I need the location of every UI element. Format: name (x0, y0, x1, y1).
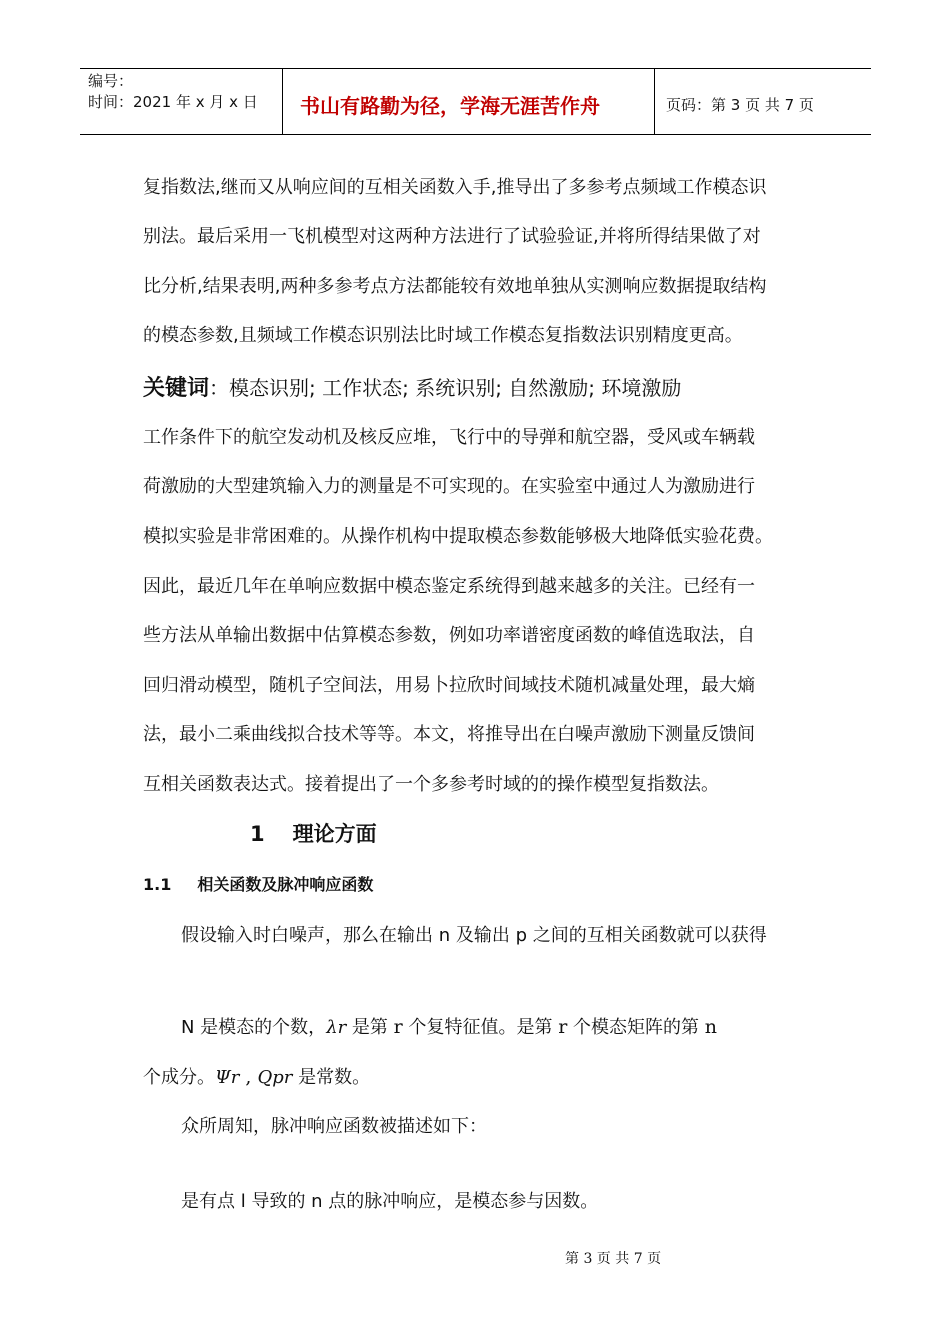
text-run: 是常数。 (292, 1067, 371, 1088)
paragraph-impulse: 众所周知，脉冲响应函数被描述如下： (181, 1116, 487, 1137)
keywords-title: 关键词 (143, 376, 210, 401)
subsection-heading (143, 872, 373, 895)
text-run: , (239, 1066, 258, 1088)
paragraph-assume: 假设输入时白噪声，那么在输出 n 及输出 p 之间的互相关函数就可以获得 (181, 925, 767, 946)
intro-line: 荷激励的大型建筑输入力的测量是不可实现的。在实验室中通过人为激励进行 (143, 476, 755, 497)
intro-line: 法，最小二乘曲线拟合技术等等。本文，将推导出在白噪声激励下测量反馈间 (143, 724, 755, 745)
paragraph-last: 是有点 l 导致的 n 点的脉冲响应，是模态参与因数。 (181, 1191, 599, 1212)
section-heading (250, 818, 377, 848)
lambda-r-symbol: λr (326, 1017, 347, 1038)
text-run: 个模态矩阵的第 (567, 1017, 705, 1038)
paragraph-n-line2 (143, 1063, 370, 1089)
psi-r-symbol: Ψr (215, 1067, 240, 1088)
intro-line: 互相关函数表达式。接着提出了一个多参考时域的的操作模型复指数法。 (143, 774, 719, 795)
intro-line: 些方法从单输出数据中估算模态参数，例如功率谱密度函数的峰值选取法，自 (143, 625, 755, 646)
intro-line: 模拟实验是非常困难的。从操作机构中提取模态参数能够极大地降低实验花费。 (143, 526, 773, 547)
keywords-row (143, 371, 681, 402)
text-run: 是第 (346, 1017, 394, 1038)
header-motto: 书山有路勤为径，学海无涯苦作舟 (300, 94, 600, 118)
text-run: 个复特征值。是第 (402, 1017, 559, 1038)
header-top-rule (80, 68, 871, 69)
subsection-title: 相关函数及脉冲响应函数 (197, 875, 374, 894)
header-bottom-rule (80, 134, 871, 135)
text-run: 个成分。 (143, 1067, 215, 1088)
abstract-line: 比分析,结果表明,两种多参考点方法都能较有效地单独从实测响应数据提取结构 (143, 276, 767, 297)
section-title: 理论方面 (292, 822, 377, 846)
header-time-label: 时间：2021 年 x 月 x 日 (88, 93, 258, 111)
header-divider-right (654, 68, 655, 135)
abstract-line: 的模态参数,且频域工作模态识别法比时域工作模态复指数法识别精度更高。 (143, 325, 743, 346)
abstract-line: 复指数法,继而又从响应间的互相关函数入手,推导出了多参考点频域工作模态识 (143, 177, 767, 198)
page-footer: 第 3 页 共 7 页 (565, 1251, 662, 1267)
header-page-info: 页码：第 3 页 共 7 页 (666, 96, 814, 114)
intro-line: 回归滑动模型，随机子空间法，用易卜拉欣时间域技术随机减量处理，最大熵 (143, 675, 755, 696)
n-symbol: n (704, 1016, 717, 1038)
r-symbol: r (393, 1016, 403, 1038)
abstract-line: 别法。最后采用一飞机模型对这两种方法进行了试验验证,并将所得结果做了对 (143, 226, 761, 247)
subsection-number: 1.1 (143, 875, 172, 894)
paragraph-n-line1 (181, 1013, 717, 1039)
header-divider-left (282, 68, 283, 135)
intro-line: 因此，最近几年在单响应数据中模态鉴定系统得到越来越多的关注。已经有一 (143, 576, 755, 597)
header-number-label: 编号： (88, 72, 134, 90)
keywords-list: 模态识别; 工作状态; 系统识别; 自然激励; 环境激励 (229, 376, 682, 400)
intro-line: 工作条件下的航空发动机及核反应堆，飞行中的导弹和航空器，受风或车辆载 (143, 427, 755, 448)
qpr-symbol: Qpr (257, 1067, 293, 1088)
text-run: N 是模态的个数， (181, 1017, 327, 1038)
section-number: 1 (250, 822, 265, 846)
keywords-colon: ： (209, 376, 230, 400)
r-symbol: r (558, 1016, 568, 1038)
